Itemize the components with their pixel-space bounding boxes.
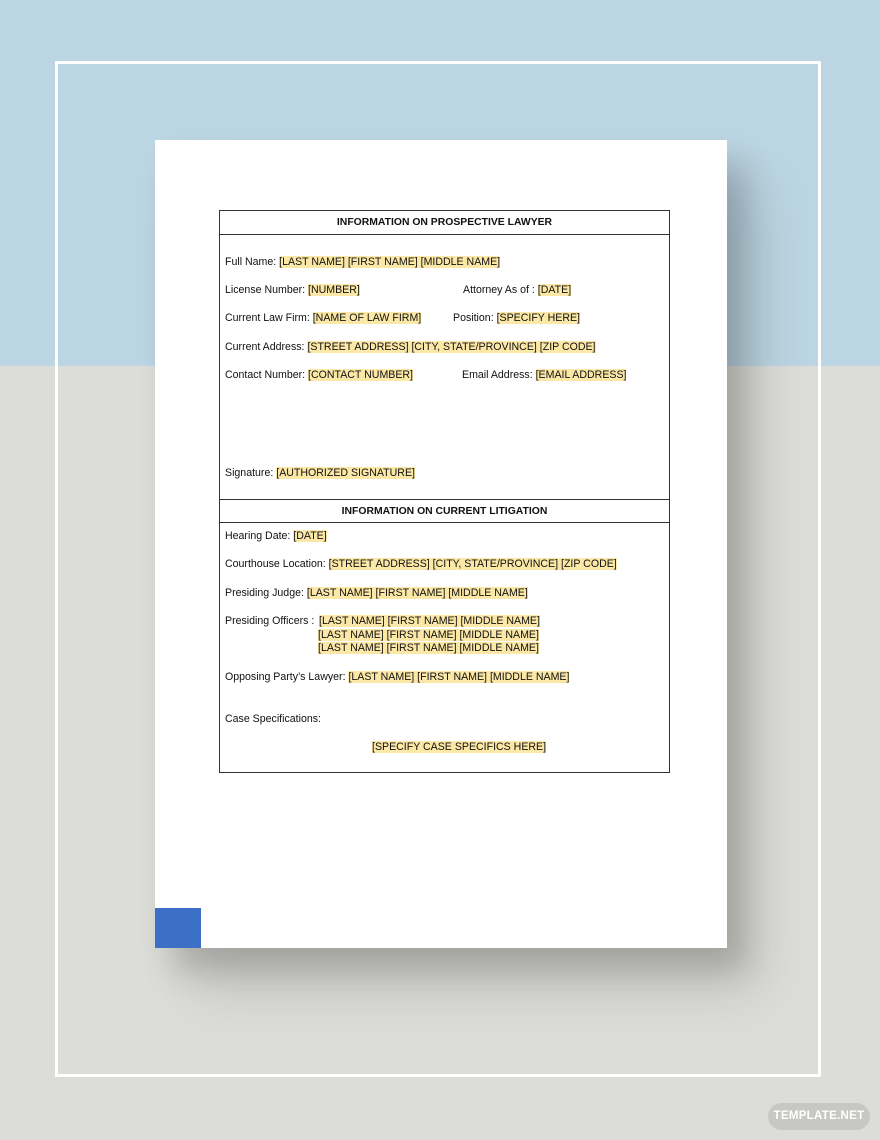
presiding-officer-value: [LAST NAME] [FIRST NAME] [MIDDLE NAME] [318, 629, 539, 641]
email-value: [EMAIL ADDRESS] [535, 369, 627, 381]
presiding-officer-value: [LAST NAME] [FIRST NAME] [MIDDLE NAME] [319, 615, 540, 627]
full-name-value: [LAST NAME] [FIRST NAME] [MIDDLE NAME] [279, 256, 501, 268]
contact-number-label: Contact Number: [225, 369, 306, 381]
email-label: Email Address: [462, 369, 533, 381]
section-header-prospective-lawyer: INFORMATION ON PROSPECTIVE LAWYER [220, 211, 669, 235]
presiding-officer-1 [319, 615, 540, 628]
law-firm-label: Current Law Firm: [225, 312, 310, 324]
lawyer-information-form [219, 210, 670, 773]
opposing-lawyer-value: [LAST NAME] [FIRST NAME] [MIDDLE NAME] [348, 671, 570, 683]
accent-square [155, 908, 201, 948]
position-row [453, 312, 580, 325]
license-value: [NUMBER] [308, 284, 360, 296]
law-firm-row [225, 312, 421, 325]
email-row [462, 369, 626, 382]
current-address-value: [STREET ADDRESS] [CITY, STATE/PROVINCE] [ZIP CODE] [307, 341, 596, 353]
case-specifications-label: Case Specifications: [225, 713, 321, 725]
attorney-as-of-value: [DATE] [537, 284, 572, 296]
courthouse-row [225, 558, 617, 571]
law-firm-value: [NAME OF LAW FIRM] [312, 312, 422, 324]
presiding-officer-3 [318, 642, 539, 655]
courthouse-label: Courthouse Location: [225, 558, 326, 570]
current-address-row [225, 341, 596, 354]
opposing-lawyer-label: Opposing Party’s Lawyer: [225, 671, 346, 683]
signature-row [225, 467, 415, 480]
section-header-current-litigation: INFORMATION ON CURRENT LITIGATION [220, 499, 669, 523]
contact-number-value: [CONTACT NUMBER] [308, 369, 413, 381]
full-name-row [225, 256, 500, 269]
signature-value: [AUTHORIZED SIGNATURE] [276, 467, 415, 479]
hearing-date-row [225, 530, 327, 543]
opposing-lawyer-row [225, 671, 569, 684]
presiding-officer-2 [318, 629, 539, 642]
presiding-judge-label: Presiding Judge: [225, 587, 304, 599]
case-specifications-value: [SPECIFY CASE SPECIFICS HERE] [372, 741, 547, 753]
presiding-judge-value: [LAST NAME] [FIRST NAME] [MIDDLE NAME] [306, 587, 528, 599]
hearing-date-label: Hearing Date: [225, 530, 291, 542]
attorney-as-of-label: Attorney As of : [463, 284, 535, 296]
license-row [225, 284, 360, 297]
signature-label: Signature: [225, 467, 274, 479]
position-value: [SPECIFY HERE] [496, 312, 580, 324]
template-net-watermark: TEMPLATE.NET [768, 1103, 870, 1130]
presiding-officer-value: [LAST NAME] [FIRST NAME] [MIDDLE NAME] [318, 642, 539, 654]
full-name-label: Full Name: [225, 256, 277, 268]
current-address-label: Current Address: [225, 341, 305, 353]
attorney-as-of-row [463, 284, 571, 297]
hearing-date-value: [DATE] [293, 530, 327, 542]
presiding-judge-row [225, 587, 528, 600]
case-specifications-row [372, 741, 546, 754]
presiding-officers-label: Presiding Officers : [225, 615, 315, 627]
contact-number-row [225, 369, 413, 382]
position-label: Position: [453, 312, 494, 324]
courthouse-value: [STREET ADDRESS] [CITY, STATE/PROVINCE] [ZIP CODE] [328, 558, 617, 570]
license-label: License Number: [225, 284, 306, 296]
